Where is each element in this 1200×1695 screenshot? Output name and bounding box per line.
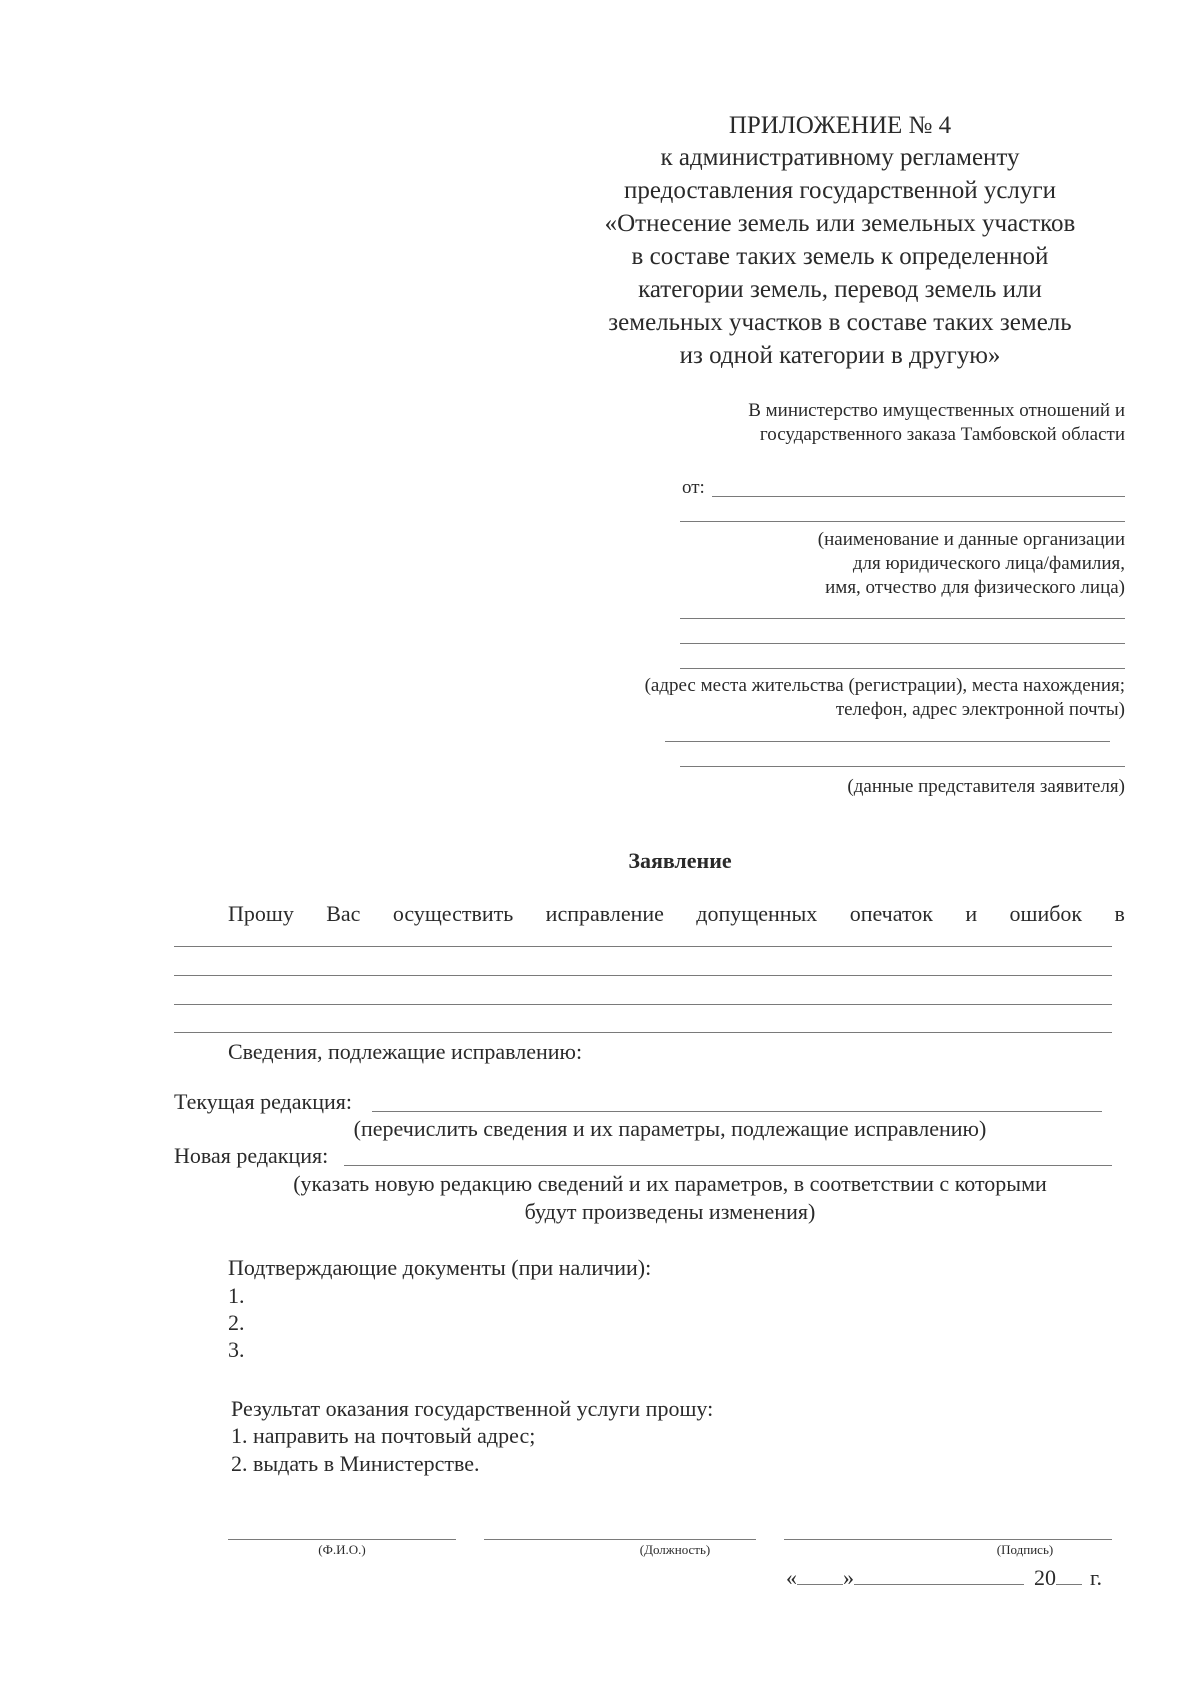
address-field-1[interactable] [680, 618, 1125, 619]
header-line: земельных участков в составе таких земель [608, 309, 1072, 336]
addressee-line: В министерство имущественных отношений и [748, 400, 1125, 421]
request-word: опечаток [849, 901, 933, 926]
request-word: в [1114, 901, 1125, 926]
fio-field[interactable] [228, 1539, 456, 1540]
document-item: 3. [228, 1337, 245, 1362]
document-item: 2. [228, 1310, 245, 1335]
representative-hint: (данные представителя заявителя) [847, 776, 1125, 797]
year-field[interactable] [1056, 1562, 1082, 1585]
address-field-2[interactable] [680, 643, 1125, 644]
date-open-quote: « [786, 1565, 797, 1590]
request-word: исправление [545, 901, 664, 926]
current-edition-label: Текущая редакция: [174, 1089, 352, 1114]
request-field-1[interactable] [174, 946, 1112, 947]
org-hint: имя, отчество для физического лица) [825, 577, 1125, 598]
representative-field-2[interactable] [680, 766, 1125, 767]
representative-field-1[interactable] [665, 741, 1110, 742]
document-item: 1. [228, 1283, 245, 1308]
request-word: Вас [326, 901, 361, 926]
header-line: из одной категории в другую» [679, 342, 1001, 369]
info-label: Сведения, подлежащие исправлению: [228, 1039, 583, 1064]
documents-label: Подтверждающие документы (при наличии): [228, 1255, 652, 1280]
appendix-title: ПРИЛОЖЕНИЕ № 4 [728, 112, 952, 139]
org-hint: (наименование и данные организации [817, 529, 1125, 550]
request-sentence [228, 900, 1125, 928]
request-word: допущенных [696, 901, 818, 926]
addressee-line: государственного заказа Тамбовской области [759, 424, 1125, 445]
request-field-3[interactable] [174, 1004, 1112, 1005]
date-close-quote: » [843, 1565, 854, 1590]
from-field[interactable] [712, 496, 1125, 497]
result-option: 2. выдать в Министерстве. [231, 1451, 480, 1476]
request-field-2[interactable] [174, 975, 1112, 976]
current-edition-field[interactable] [372, 1111, 1102, 1112]
address-field-3[interactable] [680, 668, 1125, 669]
request-word: Прошу [228, 901, 294, 926]
fio-caption: (Ф.И.О.) [318, 1542, 366, 1557]
from-label: от: [682, 477, 705, 498]
signature-field[interactable] [784, 1539, 1112, 1540]
result-label: Результат оказания государственной услуги прошу: [231, 1396, 714, 1421]
position-field[interactable] [484, 1539, 756, 1540]
request-word: осуществить [392, 901, 514, 926]
header-line: к административному регламенту [660, 144, 1020, 171]
request-field-4[interactable] [174, 1032, 1112, 1033]
signature-caption: (Подпись) [996, 1542, 1054, 1557]
year-suffix: г. [1090, 1565, 1103, 1590]
new-edition-hint: (указать новую редакцию сведений и их параметров, в соответствии с которыми [293, 1171, 1047, 1196]
current-edition-hint: (перечислить сведения и их параметры, подлежащие исправлению) [353, 1116, 987, 1141]
date-line [786, 1562, 1102, 1592]
from-field-2[interactable] [680, 521, 1125, 522]
address-hint: телефон, адрес электронной почты) [835, 699, 1125, 720]
header-line: в составе таких земель к определенной [631, 243, 1049, 270]
result-option: 1. направить на почтовый адрес; [231, 1423, 536, 1448]
header-line: предоставления государственной услуги [623, 177, 1057, 204]
position-caption: (Должность) [639, 1542, 711, 1557]
new-edition-field[interactable] [344, 1165, 1112, 1166]
address-hint: (адрес места жительства (регистрации), места нахождения; [644, 675, 1125, 696]
header-line: «Отнесение земель или земельных участков [604, 210, 1076, 237]
new-edition-hint: будут произведены изменения) [524, 1199, 816, 1224]
request-word: ошибок [1009, 901, 1083, 926]
month-field[interactable] [854, 1562, 1024, 1585]
year-prefix: 20 [1034, 1565, 1056, 1590]
request-word: и [965, 901, 978, 926]
header-line: категории земель, перевод земель или [638, 276, 1042, 303]
statement-title: Заявление [628, 848, 732, 873]
new-edition-label: Новая редакция: [174, 1143, 329, 1168]
day-field[interactable] [797, 1562, 843, 1585]
org-hint: для юридического лица/фамилия, [852, 553, 1125, 574]
